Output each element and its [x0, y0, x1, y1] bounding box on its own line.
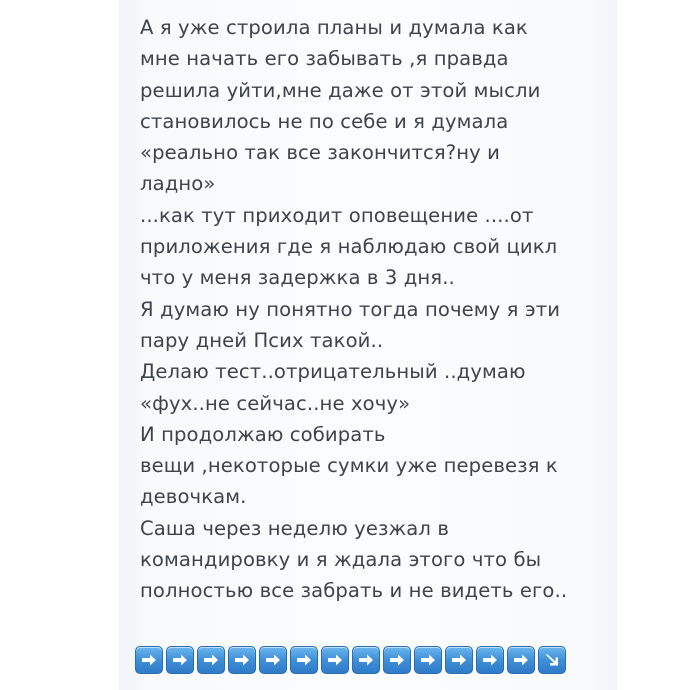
- right-arrow-icon: [228, 646, 256, 674]
- right-arrow-icon: [166, 646, 194, 674]
- arrow-emoji-row: [135, 646, 566, 674]
- right-arrow-icon: [259, 646, 287, 674]
- note-line: Делаю тест..отрицательный ..думаю: [140, 360, 526, 384]
- right-arrow-icon: [135, 646, 163, 674]
- right-arrow-icon: [290, 646, 318, 674]
- note-line: пару дней Псих такой..: [140, 328, 384, 352]
- note-line: Саша через неделю уезжал в: [140, 516, 449, 540]
- note-text: [140, 12, 610, 607]
- right-arrow-icon: [383, 646, 411, 674]
- note-line: вещи ,некоторые сумки уже перевезя к: [140, 454, 558, 478]
- right-arrow-icon: [445, 646, 473, 674]
- note-line: становилось не по себе и я думала: [140, 109, 509, 133]
- note-line: ладно»: [140, 172, 216, 196]
- note-line: приложения где я наблюдаю свой цикл: [140, 235, 558, 259]
- note-line: «фух..не сейчас..не хочу»: [140, 391, 411, 415]
- right-arrow-icon: [321, 646, 349, 674]
- note-line: И продолжаю собирать: [140, 422, 386, 446]
- note-line: решила уйти,мне даже от этой мысли: [140, 78, 541, 102]
- note-line: девочкам.: [140, 485, 247, 509]
- note-line: мне начать его забывать ,я правда: [140, 47, 509, 71]
- note-line: полностью все забрать и не видеть его..: [140, 579, 568, 603]
- note-line: Я думаю ну понятно тогда почему я эти: [140, 297, 561, 321]
- right-arrow-icon: [507, 646, 535, 674]
- right-arrow-icon: [197, 646, 225, 674]
- note-line: что у меня задержка в 3 дня..: [140, 266, 455, 290]
- note-line: «реально так все закончится?ну и: [140, 141, 500, 165]
- note-line: командировку и я ждала этого что бы: [140, 548, 542, 572]
- right-arrow-icon: [476, 646, 504, 674]
- note-line: А я уже строила планы и думала как: [140, 16, 528, 39]
- note-line: ...как тут приходит оповещение ....от: [140, 203, 534, 227]
- right-arrow-icon: [352, 646, 380, 674]
- right-arrow-icon: [414, 646, 442, 674]
- down-right-arrow-icon: [538, 646, 566, 674]
